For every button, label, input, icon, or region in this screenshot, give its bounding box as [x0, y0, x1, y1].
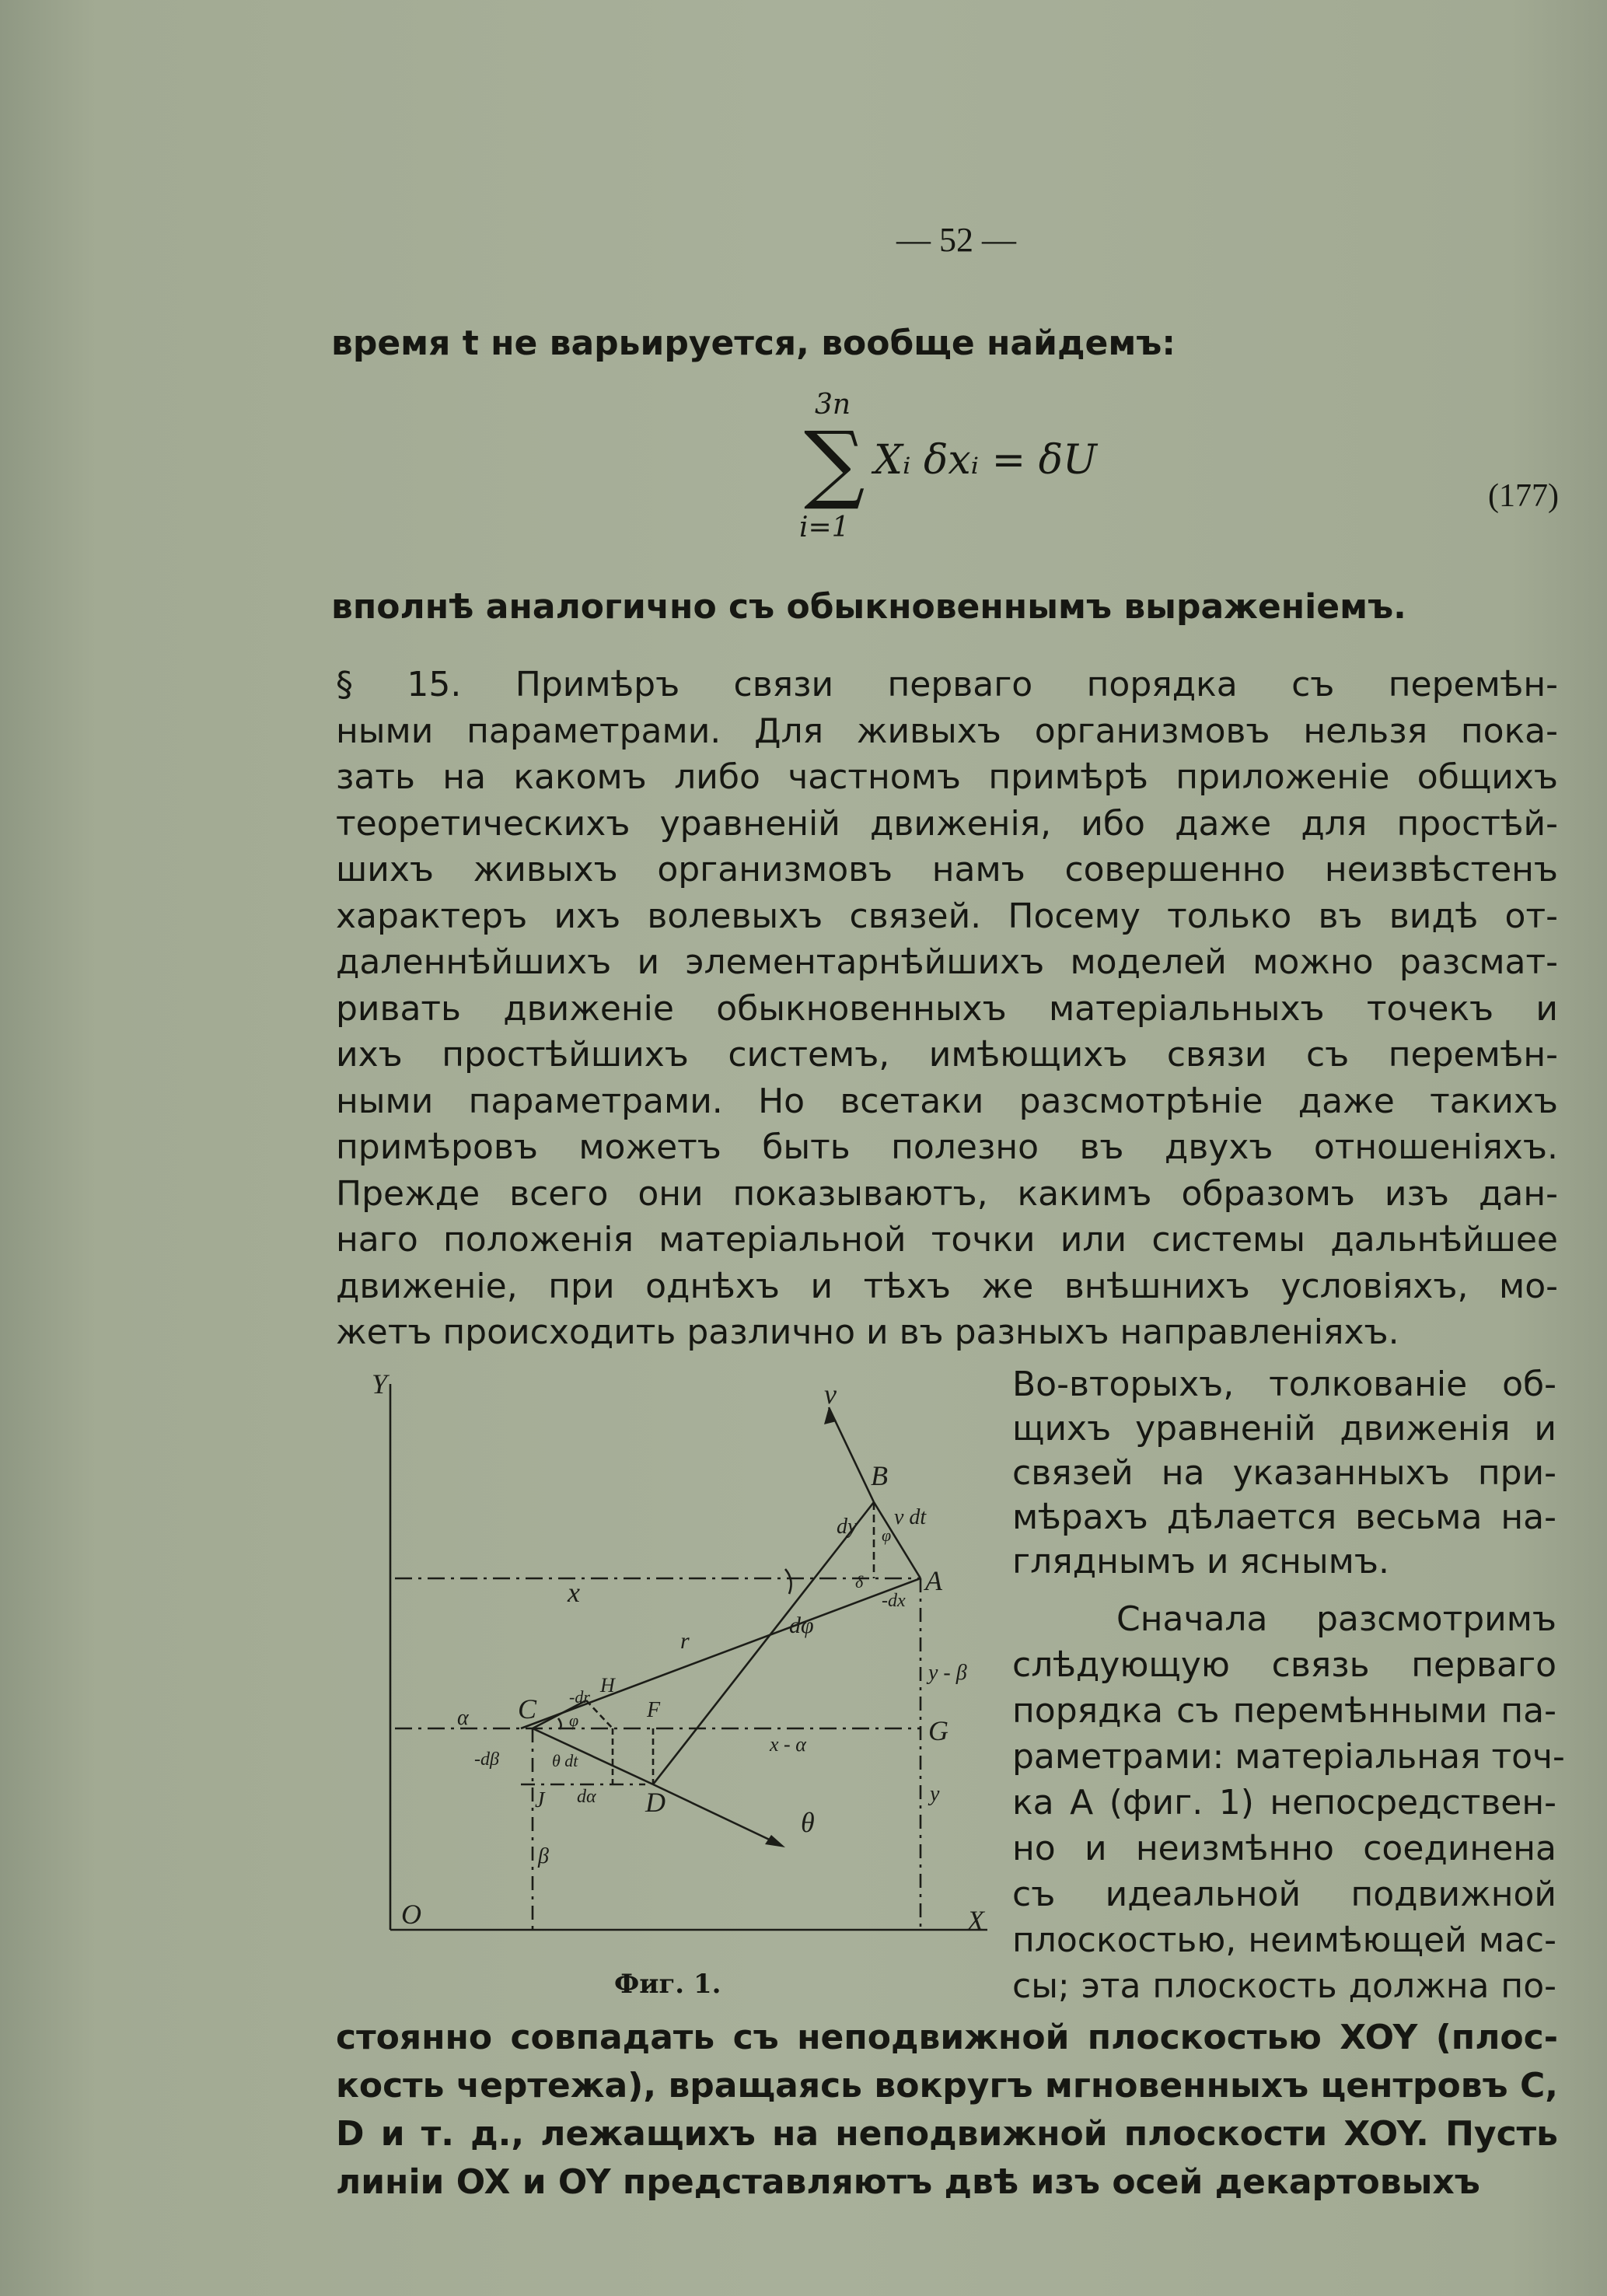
side-line: сы; эта плоскость должна по-	[1012, 1966, 1556, 2006]
side-line: плоскостью, неимѣющей мас-	[1012, 1920, 1556, 1960]
section-line: ными параметрами. Для живыхъ организмовъ нельзя пока-	[336, 711, 1558, 751]
label-x-minus-alpha: x - α	[770, 1733, 806, 1756]
section-line: теоретическихъ уравненій движенія, ибо даже для простѣй-	[336, 803, 1558, 844]
label-alpha-left: α	[457, 1706, 469, 1730]
label-phi-b: φ	[882, 1525, 892, 1545]
section-line: примѣровъ можетъ быть полезно въ двухъ отношеніяхъ.	[336, 1127, 1558, 1167]
label-minus-dx: -dx	[882, 1591, 906, 1611]
side-line: связей на указанныхъ при-	[1012, 1453, 1556, 1493]
label-dphi: dφ	[789, 1613, 814, 1638]
label-vdt: v dt	[894, 1505, 927, 1529]
sum-sign: ∑	[804, 413, 865, 512]
section-line: Прежде всего они показываютъ, какимъ образомъ изъ дан-	[336, 1173, 1558, 1214]
section-line: характеръ ихъ волевыхъ связей. Посему только въ видѣ от-	[336, 896, 1558, 936]
label-origin: O	[401, 1899, 421, 1930]
label-minus-dr: -dr	[569, 1687, 590, 1707]
label-a: A	[925, 1565, 942, 1596]
side-line: гляднымъ и яснымъ.	[1012, 1542, 1389, 1581]
side-line: ка A (фиг. 1) непосредствен-	[1012, 1783, 1556, 1822]
side-line: щихъ уравненій движенія и	[1012, 1409, 1556, 1449]
side-line: Сначала разсмотримъ	[1116, 1599, 1556, 1639]
label-y-minus-beta: y - β	[928, 1661, 967, 1685]
bottom-line: D и т. д., лежащихъ на неподвижной плоскости XOY. Пусть	[336, 2114, 1558, 2154]
label-b: B	[871, 1460, 888, 1491]
dphi-arc	[785, 1569, 791, 1594]
side-line: слѣдующую связь перваго	[1012, 1645, 1556, 1685]
arrow-theta	[765, 1835, 785, 1847]
label-minus-dbeta: -dβ	[474, 1749, 499, 1770]
label-dalpha: dα	[577, 1787, 596, 1807]
line-d-theta	[653, 1784, 776, 1843]
intro-line: время t не варьируется, вообще найдемъ:	[331, 323, 1176, 363]
side-line: мѣрахъ дѣлается весьма на-	[1012, 1497, 1556, 1537]
label-h: H	[600, 1674, 615, 1697]
section-line: шихъ живыхъ организмовъ намъ совершенно неизвѣстенъ	[336, 850, 1558, 889]
label-dy: dy	[837, 1515, 858, 1539]
label-theta: θ	[801, 1807, 815, 1838]
section-line: даленнѣйшихъ и элементарнѣйшихъ моделей можно разсмат-	[336, 942, 1558, 982]
equation-body: Xᵢ δxᵢ = δU	[874, 437, 1097, 484]
figure-caption: Фиг. 1.	[614, 1969, 721, 2000]
side-line: Во-вторыхъ, толкованіе об-	[1012, 1365, 1556, 1404]
line-hf	[586, 1700, 613, 1728]
side-line: съ идеальной подвижной	[1012, 1875, 1556, 1914]
figure-1-diagram	[365, 1368, 1003, 1959]
sum-lower-limit: i=1	[799, 512, 850, 543]
after-equation-line: вполнѣ аналогично съ обыкновеннымъ выраженіемъ.	[331, 587, 1406, 627]
side-line: порядка съ перемѣнными па-	[1012, 1691, 1556, 1731]
section-line: наго положенія матеріальной точки или системы дальнѣйшее	[336, 1220, 1558, 1260]
label-y-axis: Y	[372, 1368, 388, 1400]
label-r: r	[680, 1628, 690, 1654]
equation-177	[793, 389, 1228, 568]
label-y: y	[930, 1782, 940, 1806]
label-x: x	[568, 1577, 580, 1608]
label-g: G	[928, 1715, 948, 1746]
sum-upper-limit: 3n	[815, 389, 851, 421]
bottom-line: линіи OX и OY представляютъ двѣ изъ осей декартовыхъ	[336, 2162, 1480, 2202]
line-cd	[533, 1728, 653, 1784]
section-line: ными параметрами. Но всетаки разсмотрѣніе даже такихъ	[336, 1081, 1558, 1121]
label-delta: δ	[855, 1572, 864, 1592]
label-f: F	[647, 1698, 661, 1722]
section-line: ривать движеніе обыкновенныхъ матеріальныхъ точекъ и	[336, 988, 1558, 1029]
section-line: ихъ простѣйшихъ системъ, имѣющихъ связи съ перемѣн-	[336, 1035, 1558, 1075]
label-phi-c: φ	[569, 1711, 579, 1730]
label-v: v	[824, 1379, 837, 1410]
side-line: но и неизмѣнно соединена	[1012, 1829, 1556, 1868]
bottom-line: стоянно совпадать съ неподвижной плоскостью XOY (плос-	[336, 2018, 1558, 2057]
label-c: C	[518, 1693, 537, 1725]
equation-number: (177)	[1488, 478, 1559, 514]
label-beta: β	[538, 1844, 549, 1868]
label-d: D	[645, 1787, 666, 1818]
section-line: § 15. Примѣръ связи перваго порядка съ перемѣн-	[336, 665, 1558, 704]
section-line: движеніе, при однѣхъ и тѣхъ же внѣшнихъ условіяхъ, мо-	[336, 1266, 1558, 1306]
label-j: J	[535, 1788, 545, 1812]
label-theta-dt: θ dt	[552, 1751, 578, 1770]
bottom-line: кость чертежа), вращаясь вокругъ мгновенныхъ центровъ C,	[336, 2066, 1558, 2106]
side-line: раметрами: матеріальная точ-	[1012, 1737, 1565, 1777]
page-number: — 52 —	[896, 221, 1016, 259]
label-x-axis: X	[967, 1905, 984, 1936]
section-line: зать на какомъ либо частномъ примѣрѣ приложеніе общихъ	[336, 757, 1558, 797]
section-line: жетъ происходить различно и въ разныхъ направленіяхъ.	[336, 1312, 1399, 1352]
